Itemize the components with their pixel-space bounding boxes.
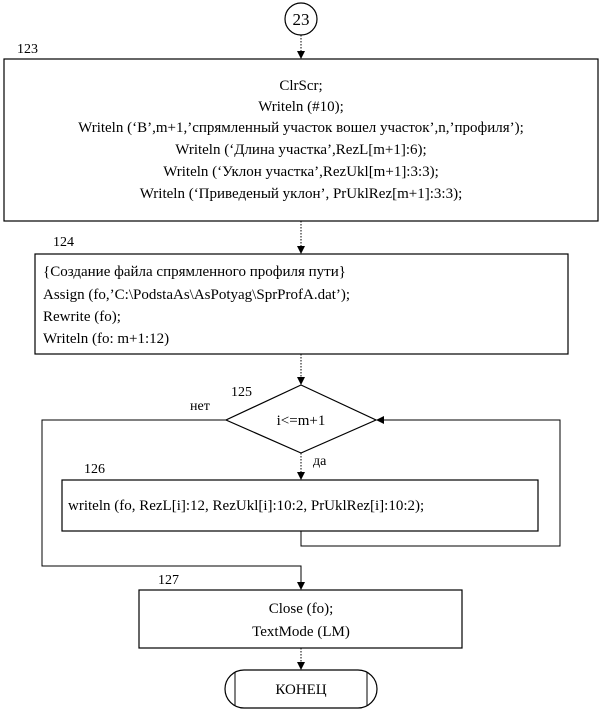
decision-yes-label: да <box>313 454 327 469</box>
box-123-line-5: Writeln (‘Уклон участка’,RezUkl[m+1]:3:3); <box>163 164 439 180</box>
box-126-line-1: writeln (fo, RezL[i]:12, RezUkl[i]:10:2, PrUklRez[i]:10:2); <box>68 498 425 514</box>
box-124-line-3: Rewrite (fo); <box>43 309 121 325</box>
box-124-line-4: Writeln (fo: m+1:12) <box>43 331 170 347</box>
end-label: КОНЕЦ <box>275 682 327 698</box>
box-124-line-1: {Создание файла спрямленного профиля пути} <box>43 264 346 280</box>
box-127-line-2: TextMode (LM) <box>252 624 350 640</box>
connector-label: 23 <box>292 10 310 29</box>
decision-condition: i<=m+1 <box>276 413 326 429</box>
box-123-line-3: Writeln (‘В’,m+1,’спрямленный участок вошел участок’,n,’профиля’); <box>78 120 524 136</box>
block-number-127: 127 <box>158 573 179 588</box>
box-127-line-1: Close (fo); <box>268 601 334 617</box>
decision-no-label: нет <box>190 399 210 414</box>
box-123-line-2: Writeln (#10); <box>258 99 344 115</box>
box-123-line-1: ClrScr; <box>279 78 323 94</box>
block-number-124: 124 <box>53 235 74 250</box>
box-124-line-2: Assign (fo,’C:\PodstaAs\AsPotyag\SprProfA.dat’); <box>43 287 351 303</box>
block-number-125: 125 <box>231 385 252 400</box>
box-123-line-6: Writeln (‘Приведеный уклон’, PrUklRez[m+1]:3:3); <box>139 186 463 202</box>
block-number-126: 126 <box>84 462 105 477</box>
box-123-line-4: Writeln (‘Длина участка’,RezL[m+1]:6); <box>175 142 427 158</box>
block-number-123: 123 <box>17 42 38 57</box>
